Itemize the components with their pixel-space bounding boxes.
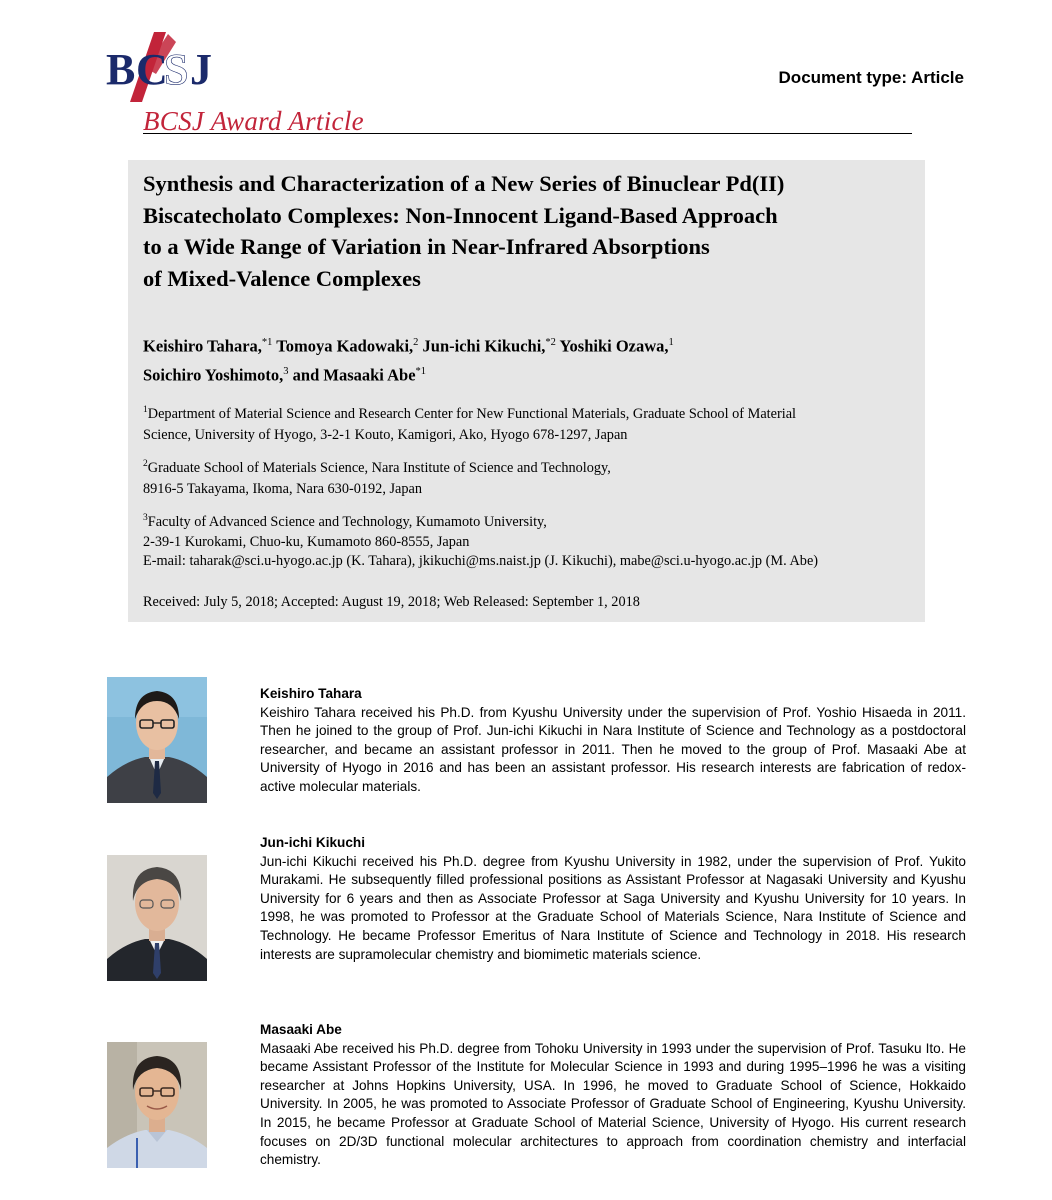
affiliation xyxy=(143,454,913,500)
author-name: and Masaaki Abe xyxy=(292,365,416,384)
svg-text:S: S xyxy=(164,45,189,94)
contact-email: E-mail: taharak@sci.u-hyogo.ac.jp (K. Tahara), jkikuchi@ms.naist.jp (J. Kikuchi), mabe@sci.u-hyogo.ac.jp (M. Abe) xyxy=(143,553,819,569)
bio-author-name: Jun-ichi Kikuchi xyxy=(260,835,365,850)
affiliation-line: Faculty of Advanced Science and Technology, Kumamoto University, xyxy=(147,513,547,530)
affiliation xyxy=(143,508,913,554)
author-list xyxy=(143,330,903,387)
title-line: Synthesis and Characterization of a New Series of Binuclear Pd(II) xyxy=(143,171,785,196)
author-affiliation-mark: 3 xyxy=(283,365,289,377)
author-name: Soichiro Yoshimoto, xyxy=(143,365,284,384)
bio-description: Jun-ichi Kikuchi received his Ph.D. degree from Kyushu University in 1982, under the supervision of Prof. Yukito Murakami. He subsequently filled professional positions as Assistant Professor at Nagasaki University and Kyushu University for 6 years and then as Associate Professor at Saga University and Kyushu University for 10 years. In 1998, he was promoted to Professor at the Graduate School of Materials Science, Nara Institute of Science and Technology. He became Professor Emeritus of Nara Institute of Science and Technology in 2018. His research interests are supramolecular chemistry and biomimetic materials science. xyxy=(260,853,966,962)
received-dates: Received: July 5, 2018; Accepted: August 19, 2018; Web Released: September 1, 2018 xyxy=(143,594,640,610)
affiliation xyxy=(143,400,913,446)
affiliation-list xyxy=(143,400,913,561)
affiliation-number: 3 xyxy=(143,512,148,523)
bio-description: Masaaki Abe received his Ph.D. degree from Tohoku University in 1993 under the supervision of Prof. Tasuku Ito. He became Assistant Professor of the Institute for Molecular Science in 1993 and during 1995–1996 he was a visiting researcher at Johns Hopkins University, USA. In 1996, he moved to Graduate School of Science, Hokkaido University. In 2005, he was promoted to Associate Professor of Graduate School of Engineering, Kyushu University. In 2015, he became Professor at Graduate School of Material Science, University of Hyogo. His current research focuses on 2D/3D functional molecular architectures to approach from coordination chemistry and interfacial chemistry. xyxy=(260,1040,966,1168)
affiliation-line: 2-39-1 Kurokami, Chuo-ku, Kumamoto 860-8555, Japan xyxy=(143,534,470,551)
author-name: Keishiro Tahara, xyxy=(143,336,262,356)
author-photo xyxy=(107,677,207,803)
author-photo xyxy=(107,855,207,981)
affiliation-line: Department of Material Science and Research Center for New Functional Materials, Graduate School of Material xyxy=(147,405,797,422)
author-photo xyxy=(107,1042,207,1168)
affiliation-line: Graduate School of Materials Science, Nara Institute of Science and Technology, xyxy=(147,459,611,476)
document-type: Document type: Article xyxy=(778,68,964,87)
author-affiliation-mark: *1 xyxy=(415,365,427,377)
svg-text:C: C xyxy=(136,45,168,94)
title-line: Biscatecholato Complexes: Non-Innocent Ligand-Based Approach xyxy=(143,202,778,228)
author-affiliation-mark: 1 xyxy=(668,337,674,348)
author-affiliation-mark: *2 xyxy=(545,337,556,348)
title-line: of Mixed-Valence Complexes xyxy=(143,265,421,291)
title-line: to a Wide Range of Variation in Near-Infrared Absorptions xyxy=(143,234,710,259)
bio-author-name: Keishiro Tahara xyxy=(260,686,362,701)
bcsj-logo xyxy=(106,30,218,108)
paper-title xyxy=(143,168,903,294)
author-affiliation-mark: *1 xyxy=(261,337,273,348)
author-name: Jun-ichi Kikuchi, xyxy=(422,336,546,356)
affiliation-line: 8916-5 Takayama, Ikoma, Nara 630-0192, Japan xyxy=(143,480,423,497)
svg-text:J: J xyxy=(190,45,212,94)
bio-description: Keishiro Tahara received his Ph.D. from Kyushu University under the supervision of Prof. Yoshio Hisaeda in 2011. Then he joined to the group of Prof. Jun-ichi Kikuchi in Nara Institute of Science and Technology as a postdoctoral researcher, and became an assistant professor in 2011. Then he moved to the group of Prof. Masaaki Abe at University of Hyogo in 2016 and has been an assistant professor. His research interests are fabrication of redox-active molecular materials. xyxy=(260,704,966,794)
affiliation-number: 1 xyxy=(143,405,148,415)
author-affiliation-mark: 2 xyxy=(413,337,419,348)
award-label: BCSJ Award Article xyxy=(143,106,364,136)
affiliation-number: 2 xyxy=(143,458,148,469)
svg-text:B: B xyxy=(106,45,136,94)
header-divider xyxy=(143,133,912,134)
bio-author-name: Masaaki Abe xyxy=(260,1022,342,1037)
affiliation-line: Science, University of Hyogo, 3-2-1 Kouto, Kamigori, Ako, Hyogo 678-1297, Japan xyxy=(143,426,628,443)
author-name: Yoshiki Ozawa, xyxy=(559,336,669,356)
author-name: Tomoya Kadowaki, xyxy=(276,336,414,356)
